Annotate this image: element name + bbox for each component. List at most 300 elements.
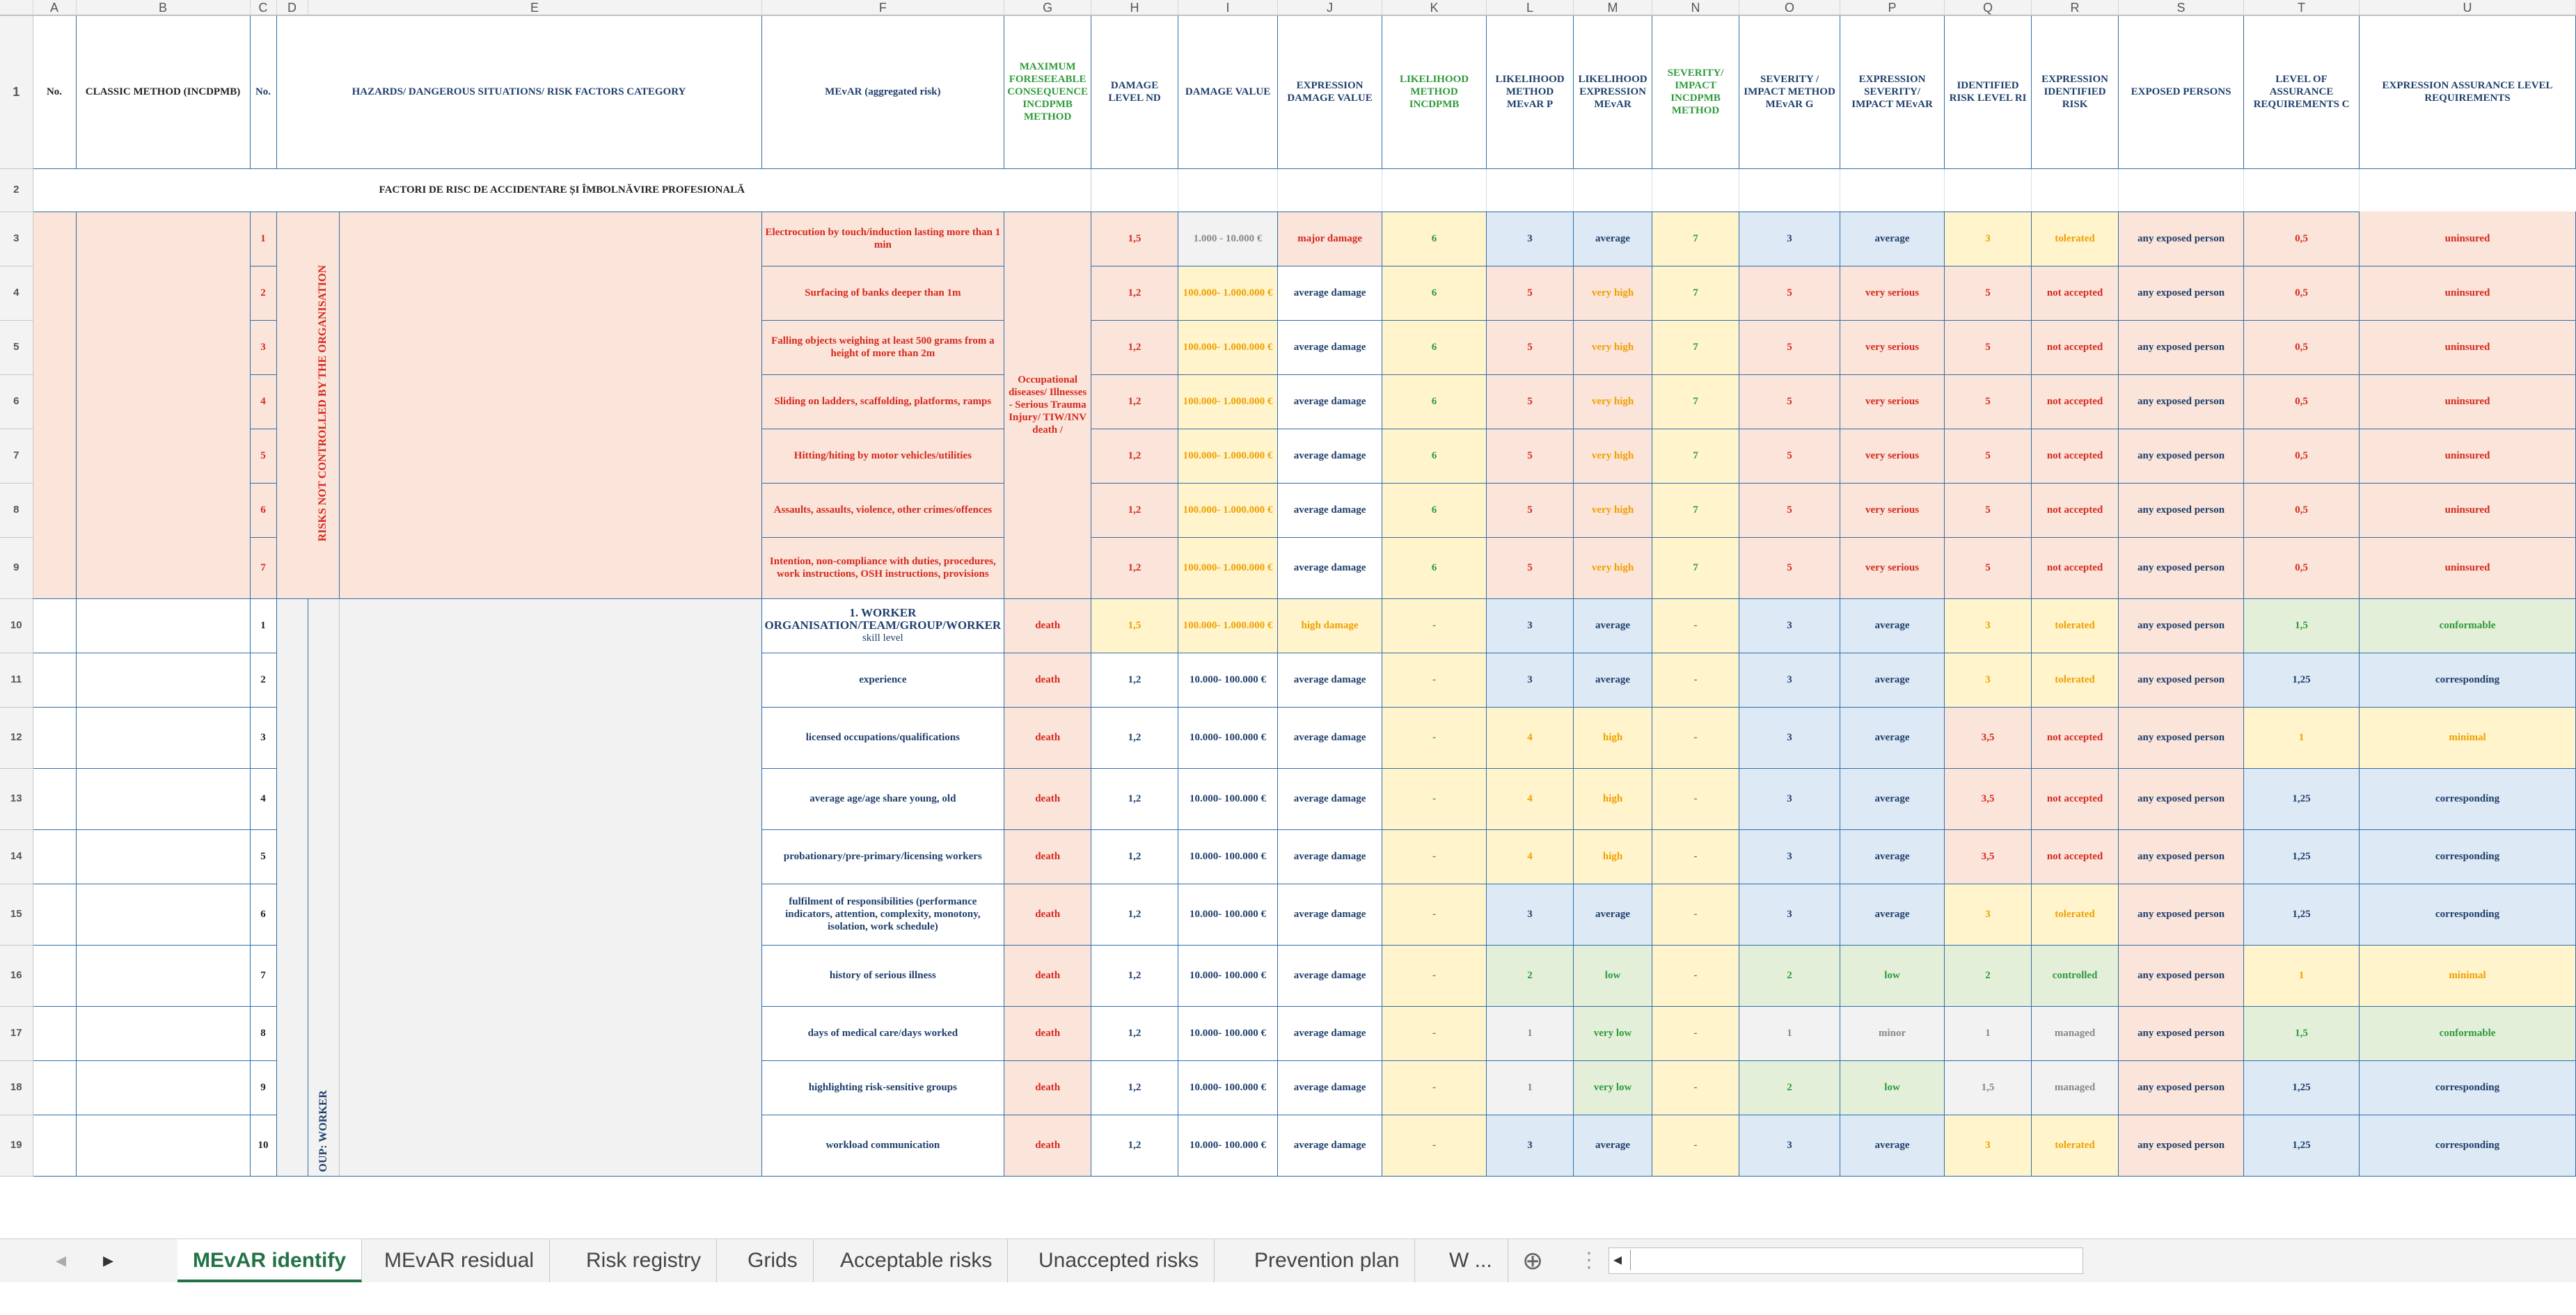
assurance-level[interactable]: 1,5 [2244, 598, 2360, 653]
likelihood-expression[interactable]: very low [1574, 1060, 1652, 1115]
tab-unaccepted-risks[interactable]: Unaccepted risks [1023, 1239, 1215, 1282]
section-title[interactable]: FACTORI DE RISC DE ACCIDENTARE ȘI ÎMBOLNĂVIRE PROFESIONALĂ [33, 168, 1091, 212]
likelihood-expression[interactable]: very high [1574, 374, 1652, 429]
exposed-persons[interactable]: any exposed person [2119, 653, 2244, 707]
damage-level[interactable]: 1,2 [1091, 537, 1178, 598]
damage-level[interactable]: 1,2 [1091, 483, 1178, 537]
severity-mevar[interactable]: 3 [1739, 598, 1840, 653]
severity-incdpmb[interactable]: - [1652, 768, 1739, 829]
tab-grids[interactable]: Grids [732, 1239, 814, 1282]
severity-incdpmb[interactable]: 7 [1652, 212, 1739, 266]
row-number[interactable]: 5 [250, 429, 276, 483]
row-header-12[interactable]: 12 [0, 707, 33, 768]
tab-risk-registry[interactable]: Risk registry [571, 1239, 717, 1282]
likelihood-mevar[interactable]: 5 [1487, 429, 1574, 483]
header-o[interactable]: SEVERITY / IMPACT METHOD MEvAR G [1739, 15, 1840, 168]
severity-mevar[interactable]: 3 [1739, 212, 1840, 266]
column-header-q[interactable]: Q [1945, 0, 2032, 15]
assurance-expression[interactable]: uninsured [2360, 483, 2576, 537]
assurance-expression[interactable]: corresponding [2360, 884, 2576, 945]
severity-incdpmb[interactable]: 7 [1652, 320, 1739, 374]
likelihood-expression[interactable]: average [1574, 653, 1652, 707]
header-j[interactable]: EXPRESSION DAMAGE VALUE [1278, 15, 1382, 168]
empty-cell[interactable] [1840, 168, 1945, 212]
damage-level[interactable]: 1,2 [1091, 829, 1178, 884]
damage-value[interactable]: 10.000- 100.000 € [1178, 829, 1278, 884]
consequence[interactable]: death [1004, 1115, 1091, 1176]
exposed-persons[interactable]: any exposed person [2119, 884, 2244, 945]
header-m[interactable]: LIKELIHOOD EXPRESSION MEvAR [1574, 15, 1652, 168]
assurance-level[interactable]: 1,25 [2244, 884, 2360, 945]
header-h[interactable]: DAMAGE LEVEL ND [1091, 15, 1178, 168]
severity-mevar[interactable]: 3 [1739, 1115, 1840, 1176]
severity-expression[interactable]: low [1840, 1060, 1945, 1115]
likelihood-incdpmb[interactable]: 6 [1382, 483, 1487, 537]
exposed-persons[interactable]: any exposed person [2119, 1115, 2244, 1176]
likelihood-incdpmb[interactable]: - [1382, 707, 1487, 768]
header-l[interactable]: LIKELIHOOD METHOD MEvAR P [1487, 15, 1574, 168]
damage-level[interactable]: 1,2 [1091, 266, 1178, 320]
risk-description[interactable]: workload communication [761, 1115, 1004, 1176]
risk-expression[interactable]: not accepted [2032, 429, 2119, 483]
likelihood-expression[interactable]: very high [1574, 320, 1652, 374]
cell-e-spacer[interactable] [339, 212, 761, 598]
severity-incdpmb[interactable]: 7 [1652, 374, 1739, 429]
likelihood-mevar[interactable]: 1 [1487, 1060, 1574, 1115]
column-header-d[interactable]: D [276, 0, 308, 15]
severity-mevar[interactable]: 3 [1739, 829, 1840, 884]
row-header-16[interactable]: 16 [0, 945, 33, 1006]
empty-cell[interactable] [1652, 168, 1739, 212]
row-header-18[interactable]: 18 [0, 1060, 33, 1115]
cell-b[interactable] [76, 707, 250, 768]
damage-expression[interactable]: average damage [1278, 768, 1382, 829]
likelihood-mevar[interactable]: 4 [1487, 707, 1574, 768]
damage-expression[interactable]: average damage [1278, 1115, 1382, 1176]
damage-expression[interactable]: average damage [1278, 884, 1382, 945]
empty-cell[interactable] [1945, 168, 2032, 212]
header-u[interactable]: EXPRESSION ASSURANCE LEVEL REQUIREMENTS [2360, 15, 2576, 168]
likelihood-incdpmb[interactable]: - [1382, 945, 1487, 1006]
row-number[interactable]: 3 [250, 707, 276, 768]
row-header-17[interactable]: 17 [0, 1006, 33, 1060]
damage-expression[interactable]: average damage [1278, 945, 1382, 1006]
row-number[interactable]: 6 [250, 483, 276, 537]
damage-value[interactable]: 10.000- 100.000 € [1178, 884, 1278, 945]
row-header-2[interactable]: 2 [0, 168, 33, 212]
add-sheet-icon[interactable]: ⊕ [1522, 1246, 1544, 1275]
cell-e-spacer[interactable] [339, 598, 761, 1176]
column-header-g[interactable]: G [1004, 0, 1091, 15]
cell-b[interactable] [76, 598, 250, 653]
row-header-9[interactable]: 9 [0, 537, 33, 598]
likelihood-mevar[interactable]: 3 [1487, 653, 1574, 707]
cell-a[interactable] [33, 1115, 76, 1176]
damage-value[interactable]: 10.000- 100.000 € [1178, 653, 1278, 707]
likelihood-expression[interactable]: high [1574, 768, 1652, 829]
empty-cell[interactable] [2244, 168, 2360, 212]
likelihood-mevar[interactable]: 3 [1487, 212, 1574, 266]
header-q[interactable]: IDENTIFIED RISK LEVEL RI [1945, 15, 2032, 168]
assurance-level[interactable]: 0,5 [2244, 266, 2360, 320]
assurance-level[interactable]: 1 [2244, 707, 2360, 768]
damage-value[interactable]: 10.000- 100.000 € [1178, 768, 1278, 829]
risk-level[interactable]: 5 [1945, 320, 2032, 374]
severity-expression[interactable]: average [1840, 707, 1945, 768]
tab-mevar-identify[interactable]: MEvAR identify [177, 1239, 362, 1282]
column-header-k[interactable]: K [1382, 0, 1487, 15]
damage-value[interactable]: 10.000- 100.000 € [1178, 945, 1278, 1006]
empty-cell[interactable] [2119, 168, 2244, 212]
damage-level[interactable]: 1,2 [1091, 653, 1178, 707]
cell-a[interactable] [33, 653, 76, 707]
severity-mevar[interactable]: 3 [1739, 884, 1840, 945]
damage-value[interactable]: 10.000- 100.000 € [1178, 1060, 1278, 1115]
exposed-persons[interactable]: any exposed person [2119, 429, 2244, 483]
cell-b[interactable] [76, 829, 250, 884]
column-header-r[interactable]: R [2032, 0, 2119, 15]
cell-b[interactable] [76, 768, 250, 829]
consequence[interactable]: death [1004, 829, 1091, 884]
row-number[interactable]: 9 [250, 1060, 276, 1115]
cell-a[interactable] [33, 707, 76, 768]
severity-mevar[interactable]: 3 [1739, 653, 1840, 707]
row-header-1[interactable]: 1 [0, 15, 33, 168]
severity-expression[interactable]: average [1840, 598, 1945, 653]
assurance-expression[interactable]: conformable [2360, 598, 2576, 653]
risk-expression[interactable]: tolerated [2032, 212, 2119, 266]
column-header-t[interactable]: T [2244, 0, 2360, 15]
column-header-p[interactable]: P [1840, 0, 1945, 15]
consequence[interactable]: death [1004, 1060, 1091, 1115]
severity-incdpmb[interactable]: - [1652, 598, 1739, 653]
exposed-persons[interactable]: any exposed person [2119, 945, 2244, 1006]
likelihood-incdpmb[interactable]: - [1382, 1006, 1487, 1060]
row-header-6[interactable]: 6 [0, 374, 33, 429]
assurance-level[interactable]: 0,5 [2244, 429, 2360, 483]
column-header-l[interactable]: L [1487, 0, 1574, 15]
risk-level[interactable]: 3,5 [1945, 829, 2032, 884]
likelihood-expression[interactable]: high [1574, 829, 1652, 884]
row-number[interactable]: 4 [250, 768, 276, 829]
damage-value[interactable]: 100.000- 1.000.000 € [1178, 266, 1278, 320]
row-header-5[interactable]: 5 [0, 320, 33, 374]
likelihood-mevar[interactable]: 5 [1487, 266, 1574, 320]
risk-expression[interactable]: not accepted [2032, 829, 2119, 884]
damage-expression[interactable]: average damage [1278, 1060, 1382, 1115]
risk-expression[interactable]: tolerated [2032, 1115, 2119, 1176]
exposed-persons[interactable]: any exposed person [2119, 374, 2244, 429]
cell-b[interactable] [76, 1006, 250, 1060]
severity-mevar[interactable]: 5 [1739, 374, 1840, 429]
severity-mevar[interactable]: 2 [1739, 945, 1840, 1006]
likelihood-mevar[interactable]: 5 [1487, 483, 1574, 537]
assurance-level[interactable]: 0,5 [2244, 320, 2360, 374]
likelihood-incdpmb[interactable]: 6 [1382, 537, 1487, 598]
column-header-i[interactable]: I [1178, 0, 1278, 15]
consequence[interactable]: death [1004, 768, 1091, 829]
damage-value[interactable]: 100.000- 1.000.000 € [1178, 320, 1278, 374]
category-cell[interactable] [308, 598, 339, 1176]
row-number[interactable]: 3 [250, 320, 276, 374]
severity-mevar[interactable]: 3 [1739, 707, 1840, 768]
empty-cell[interactable] [1178, 168, 1278, 212]
risk-description[interactable]: experience [761, 653, 1004, 707]
row-header-11[interactable]: 11 [0, 653, 33, 707]
likelihood-mevar[interactable]: 5 [1487, 374, 1574, 429]
exposed-persons[interactable]: any exposed person [2119, 537, 2244, 598]
row-number[interactable]: 1 [250, 598, 276, 653]
header-i[interactable]: DAMAGE VALUE [1178, 15, 1278, 168]
severity-mevar[interactable]: 5 [1739, 483, 1840, 537]
risk-expression[interactable]: not accepted [2032, 537, 2119, 598]
damage-level[interactable]: 1,2 [1091, 1115, 1178, 1176]
header-de[interactable]: HAZARDS/ DANGEROUS SITUATIONS/ RISK FACTORS CATEGORY [276, 15, 761, 168]
column-header-n[interactable]: N [1652, 0, 1739, 15]
assurance-level[interactable]: 1,25 [2244, 1115, 2360, 1176]
damage-expression[interactable]: average damage [1278, 483, 1382, 537]
header-n[interactable]: SEVERITY/ IMPACT INCDPMB METHOD [1652, 15, 1739, 168]
severity-mevar[interactable]: 5 [1739, 537, 1840, 598]
assurance-expression[interactable]: minimal [2360, 945, 2576, 1006]
risk-description[interactable] [761, 598, 1004, 653]
column-header-j[interactable]: J [1278, 0, 1382, 15]
select-all-corner[interactable] [0, 0, 33, 15]
likelihood-mevar[interactable]: 4 [1487, 768, 1574, 829]
row-number[interactable]: 5 [250, 829, 276, 884]
risk-description[interactable]: highlighting risk-sensitive groups [761, 1060, 1004, 1115]
severity-expression[interactable]: average [1840, 884, 1945, 945]
header-s[interactable]: EXPOSED PERSONS [2119, 15, 2244, 168]
cell-b[interactable] [76, 1060, 250, 1115]
tab-acceptable-risks[interactable]: Acceptable risks [825, 1239, 1008, 1282]
risk-level[interactable]: 5 [1945, 537, 2032, 598]
assurance-level[interactable]: 0,5 [2244, 483, 2360, 537]
scroll-left-icon[interactable]: ◂ [1613, 1250, 1622, 1269]
tab-mevar-residual[interactable]: MEvAR residual [369, 1239, 550, 1282]
empty-cell[interactable] [1739, 168, 1840, 212]
risk-expression[interactable]: managed [2032, 1006, 2119, 1060]
risk-level[interactable]: 5 [1945, 266, 2032, 320]
exposed-persons[interactable]: any exposed person [2119, 320, 2244, 374]
risk-level[interactable]: 3 [1945, 1115, 2032, 1176]
damage-value[interactable]: 10.000- 100.000 € [1178, 1115, 1278, 1176]
damage-level[interactable]: 1,2 [1091, 429, 1178, 483]
assurance-expression[interactable]: minimal [2360, 707, 2576, 768]
row-header-7[interactable]: 7 [0, 429, 33, 483]
column-header-m[interactable]: M [1574, 0, 1652, 15]
damage-expression[interactable]: average damage [1278, 429, 1382, 483]
damage-expression[interactable]: average damage [1278, 1006, 1382, 1060]
likelihood-incdpmb[interactable]: - [1382, 884, 1487, 945]
assurance-expression[interactable]: uninsured [2360, 266, 2576, 320]
severity-expression[interactable]: average [1840, 768, 1945, 829]
risk-expression[interactable]: tolerated [2032, 884, 2119, 945]
severity-expression[interactable]: low [1840, 945, 1945, 1006]
likelihood-incdpmb[interactable]: - [1382, 1115, 1487, 1176]
likelihood-expression[interactable]: low [1574, 945, 1652, 1006]
risk-level[interactable]: 1 [1945, 1006, 2032, 1060]
damage-value[interactable]: 1.000 - 10.000 € [1178, 212, 1278, 266]
row-header-14[interactable]: 14 [0, 829, 33, 884]
header-a[interactable]: No. [33, 15, 76, 168]
likelihood-expression[interactable]: very low [1574, 1006, 1652, 1060]
row-number[interactable]: 2 [250, 266, 276, 320]
assurance-level[interactable]: 1,5 [2244, 1006, 2360, 1060]
cell-d-spacer[interactable] [276, 212, 308, 598]
row-number[interactable]: 8 [250, 1006, 276, 1060]
assurance-level[interactable]: 1,25 [2244, 768, 2360, 829]
damage-level[interactable]: 1,2 [1091, 320, 1178, 374]
consequence[interactable]: death [1004, 598, 1091, 653]
header-r[interactable]: EXPRESSION IDENTIFIED RISK [2032, 15, 2119, 168]
severity-incdpmb[interactable]: - [1652, 945, 1739, 1006]
empty-cell[interactable] [1574, 168, 1652, 212]
assurance-expression[interactable]: corresponding [2360, 1115, 2576, 1176]
risk-expression[interactable]: not accepted [2032, 768, 2119, 829]
severity-expression[interactable]: average [1840, 1115, 1945, 1176]
column-header-c[interactable]: C [250, 0, 276, 15]
row-number[interactable]: 1 [250, 212, 276, 266]
risk-description[interactable]: Surfacing of banks deeper than 1m [761, 266, 1004, 320]
likelihood-expression[interactable]: very high [1574, 483, 1652, 537]
consequence[interactable]: death [1004, 707, 1091, 768]
damage-level[interactable]: 1,2 [1091, 768, 1178, 829]
assurance-expression[interactable]: corresponding [2360, 1060, 2576, 1115]
risk-level[interactable]: 3 [1945, 598, 2032, 653]
risk-level[interactable]: 2 [1945, 945, 2032, 1006]
column-header-e[interactable]: E [308, 0, 761, 15]
damage-expression[interactable]: average damage [1278, 537, 1382, 598]
risk-level[interactable]: 3,5 [1945, 707, 2032, 768]
column-header-h[interactable]: H [1091, 0, 1178, 15]
assurance-expression[interactable]: uninsured [2360, 320, 2576, 374]
risk-level[interactable]: 5 [1945, 374, 2032, 429]
cell-a[interactable] [33, 884, 76, 945]
tab-scroll-next-icon[interactable]: ▸ [103, 1249, 114, 1272]
likelihood-incdpmb[interactable]: - [1382, 768, 1487, 829]
severity-incdpmb[interactable]: - [1652, 1006, 1739, 1060]
severity-incdpmb[interactable]: - [1652, 884, 1739, 945]
cell-b-merged[interactable] [76, 212, 250, 598]
row-number[interactable]: 6 [250, 884, 276, 945]
assurance-expression[interactable]: conformable [2360, 1006, 2576, 1060]
cell-a[interactable] [33, 1006, 76, 1060]
empty-cell[interactable] [1382, 168, 1487, 212]
damage-level[interactable]: 1,2 [1091, 1060, 1178, 1115]
severity-incdpmb[interactable]: 7 [1652, 266, 1739, 320]
damage-expression[interactable]: average damage [1278, 653, 1382, 707]
likelihood-expression[interactable]: very high [1574, 429, 1652, 483]
likelihood-incdpmb[interactable]: 6 [1382, 212, 1487, 266]
column-header-o[interactable]: O [1739, 0, 1840, 15]
damage-expression[interactable]: average damage [1278, 829, 1382, 884]
damage-level[interactable]: 1,2 [1091, 945, 1178, 1006]
cell-a[interactable] [33, 945, 76, 1006]
assurance-expression[interactable]: uninsured [2360, 374, 2576, 429]
severity-expression[interactable]: very serious [1840, 320, 1945, 374]
likelihood-mevar[interactable]: 3 [1487, 884, 1574, 945]
cell-a-merged[interactable] [33, 212, 76, 598]
column-header-a[interactable]: A [33, 0, 76, 15]
severity-expression[interactable]: average [1840, 212, 1945, 266]
risk-level[interactable]: 5 [1945, 429, 2032, 483]
cell-b[interactable] [76, 1115, 250, 1176]
likelihood-mevar[interactable]: 3 [1487, 598, 1574, 653]
row-number[interactable]: 7 [250, 537, 276, 598]
risk-description[interactable]: Assaults, assaults, violence, other crimes/offences [761, 483, 1004, 537]
consequence-cell[interactable]: Occupational diseases/ Illnesses - Serious Trauma Injury/ TIW/INV death / [1004, 212, 1091, 598]
likelihood-incdpmb[interactable]: 6 [1382, 374, 1487, 429]
damage-level[interactable]: 1,5 [1091, 598, 1178, 653]
tab-scroll-prev-icon[interactable]: ◂ [56, 1249, 67, 1272]
severity-mevar[interactable]: 1 [1739, 1006, 1840, 1060]
damage-value[interactable]: 10.000- 100.000 € [1178, 707, 1278, 768]
likelihood-incdpmb[interactable]: 6 [1382, 429, 1487, 483]
severity-expression[interactable]: very serious [1840, 266, 1945, 320]
risk-expression[interactable]: tolerated [2032, 653, 2119, 707]
row-header-15[interactable]: 15 [0, 884, 33, 945]
row-number[interactable]: 10 [250, 1115, 276, 1176]
risk-expression[interactable]: not accepted [2032, 707, 2119, 768]
severity-mevar[interactable]: 5 [1739, 320, 1840, 374]
likelihood-mevar[interactable]: 1 [1487, 1006, 1574, 1060]
likelihood-mevar[interactable]: 5 [1487, 537, 1574, 598]
row-number[interactable]: 4 [250, 374, 276, 429]
cell-a[interactable] [33, 1060, 76, 1115]
horizontal-scrollbar[interactable] [1609, 1248, 2083, 1274]
risk-level[interactable]: 5 [1945, 483, 2032, 537]
risk-expression[interactable]: managed [2032, 1060, 2119, 1115]
likelihood-expression[interactable]: very high [1574, 537, 1652, 598]
damage-expression[interactable]: average damage [1278, 266, 1382, 320]
row-header-10[interactable]: 10 [0, 598, 33, 653]
exposed-persons[interactable]: any exposed person [2119, 1006, 2244, 1060]
likelihood-expression[interactable]: average [1574, 884, 1652, 945]
column-header-s[interactable]: S [2119, 0, 2244, 15]
damage-expression[interactable]: average damage [1278, 320, 1382, 374]
severity-mevar[interactable]: 5 [1739, 429, 1840, 483]
severity-mevar[interactable]: 5 [1739, 266, 1840, 320]
header-p[interactable]: EXPRESSION SEVERITY/ IMPACT MEvAR [1840, 15, 1945, 168]
exposed-persons[interactable]: any exposed person [2119, 266, 2244, 320]
row-header-3[interactable]: 3 [0, 212, 33, 266]
assurance-level[interactable]: 0,5 [2244, 212, 2360, 266]
severity-expression[interactable]: average [1840, 829, 1945, 884]
exposed-persons[interactable]: any exposed person [2119, 707, 2244, 768]
more-options-icon[interactable]: ⋮ [1579, 1249, 1599, 1272]
likelihood-mevar[interactable]: 5 [1487, 320, 1574, 374]
risk-level[interactable]: 3 [1945, 653, 2032, 707]
likelihood-expression[interactable]: average [1574, 1115, 1652, 1176]
severity-expression[interactable]: very serious [1840, 374, 1945, 429]
header-b[interactable]: CLASSIC METHOD (INCDPMB) [76, 15, 250, 168]
assurance-expression[interactable]: corresponding [2360, 768, 2576, 829]
empty-cell[interactable] [2032, 168, 2119, 212]
damage-level[interactable]: 1,5 [1091, 212, 1178, 266]
damage-expression[interactable]: high damage [1278, 598, 1382, 653]
tab-prevention-plan[interactable]: Prevention plan [1239, 1239, 1415, 1282]
category-cell[interactable] [308, 212, 339, 598]
damage-value[interactable]: 100.000- 1.000.000 € [1178, 598, 1278, 653]
row-header-8[interactable]: 8 [0, 483, 33, 537]
risk-description[interactable]: licensed occupations/qualifications [761, 707, 1004, 768]
likelihood-incdpmb[interactable]: - [1382, 829, 1487, 884]
likelihood-incdpmb[interactable]: - [1382, 598, 1487, 653]
severity-incdpmb[interactable]: - [1652, 1060, 1739, 1115]
assurance-level[interactable]: 0,5 [2244, 374, 2360, 429]
exposed-persons[interactable]: any exposed person [2119, 483, 2244, 537]
